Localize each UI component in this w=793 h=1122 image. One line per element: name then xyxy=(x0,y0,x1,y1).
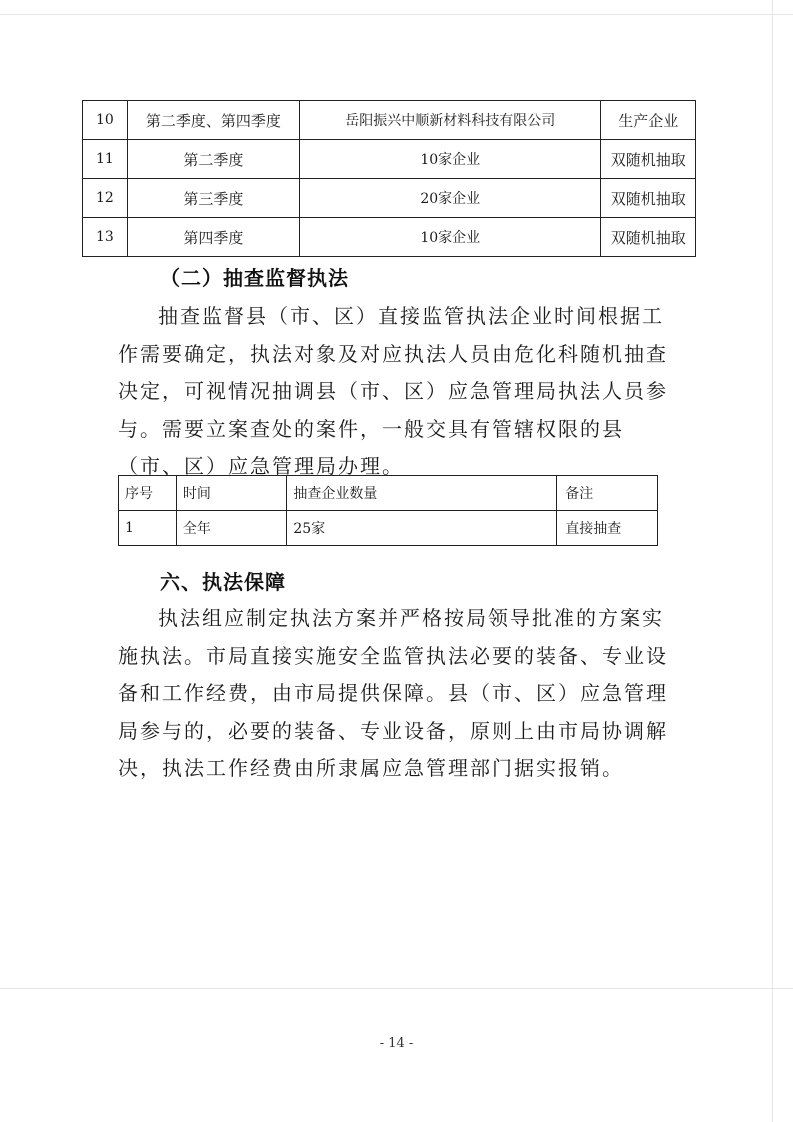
cell-count: 25家 xyxy=(287,511,557,546)
header-count: 抽查企业数量 xyxy=(287,476,557,511)
cell-no: 11 xyxy=(83,140,128,179)
page-number: - 14 - xyxy=(379,1036,414,1051)
spot-check-table xyxy=(118,475,658,546)
table-header-row xyxy=(119,476,658,511)
cell-target: 岳阳振兴中顺新材料科技有限公司 xyxy=(300,101,601,140)
cell-time: 全年 xyxy=(176,511,286,546)
inspection-schedule-table xyxy=(82,100,696,257)
header-no: 序号 xyxy=(119,476,177,511)
table-row xyxy=(83,218,696,257)
table-row xyxy=(83,101,696,140)
table-row xyxy=(119,511,658,546)
cell-target: 10家企业 xyxy=(300,140,601,179)
scan-edge-bottom xyxy=(0,988,793,989)
inspection-schedule-body xyxy=(83,101,696,257)
header-remark: 备注 xyxy=(557,476,658,511)
cell-no: 13 xyxy=(83,218,128,257)
cell-type: 生产企业 xyxy=(601,101,696,140)
cell-no: 1 xyxy=(119,511,177,546)
section-heading-spot-check: （二）抽查监督执法 xyxy=(160,266,349,290)
cell-remark: 直接抽查 xyxy=(557,511,658,546)
header-time: 时间 xyxy=(176,476,286,511)
cell-type: 双随机抽取 xyxy=(601,218,696,257)
cell-no: 10 xyxy=(83,101,128,140)
cell-type: 双随机抽取 xyxy=(601,140,696,179)
cell-no: 12 xyxy=(83,179,128,218)
cell-time: 第二季度、第四季度 xyxy=(127,101,299,140)
cell-time: 第三季度 xyxy=(127,179,299,218)
spot-check-paragraph: 抽查监督县（市、区）直接监管执法企业时间根据工作需要确定，执法对象及对应执法人员由危化科随机抽查决定，可视情况抽调县（市、区）应急管理局执法人员参与。需要立案查处的案件，一般交具有管辖权限的县（市、区）应急管理局办理。 xyxy=(118,304,668,478)
scan-edge-right xyxy=(772,0,773,1122)
cell-target: 20家企业 xyxy=(300,179,601,218)
cell-target: 10家企业 xyxy=(300,218,601,257)
cell-type: 双随机抽取 xyxy=(601,179,696,218)
table-row xyxy=(83,140,696,179)
section-heading-guarantee: 六、执法保障 xyxy=(160,570,286,594)
cell-time: 第二季度 xyxy=(127,140,299,179)
scan-edge-top xyxy=(0,14,793,15)
cell-time: 第四季度 xyxy=(127,218,299,257)
table-row xyxy=(83,179,696,218)
guarantee-paragraph: 执法组应制定执法方案并严格按局领导批准的方案实施执法。市局直接实施安全监管执法必要的装备、专业设备和工作经费，由市局提供保障。县（市、区）应急管理局参与的，必要的装备、专业设备，原则上由市局协调解决，执法工作经费由所隶属应急管理部门据实报销。 xyxy=(118,606,668,780)
